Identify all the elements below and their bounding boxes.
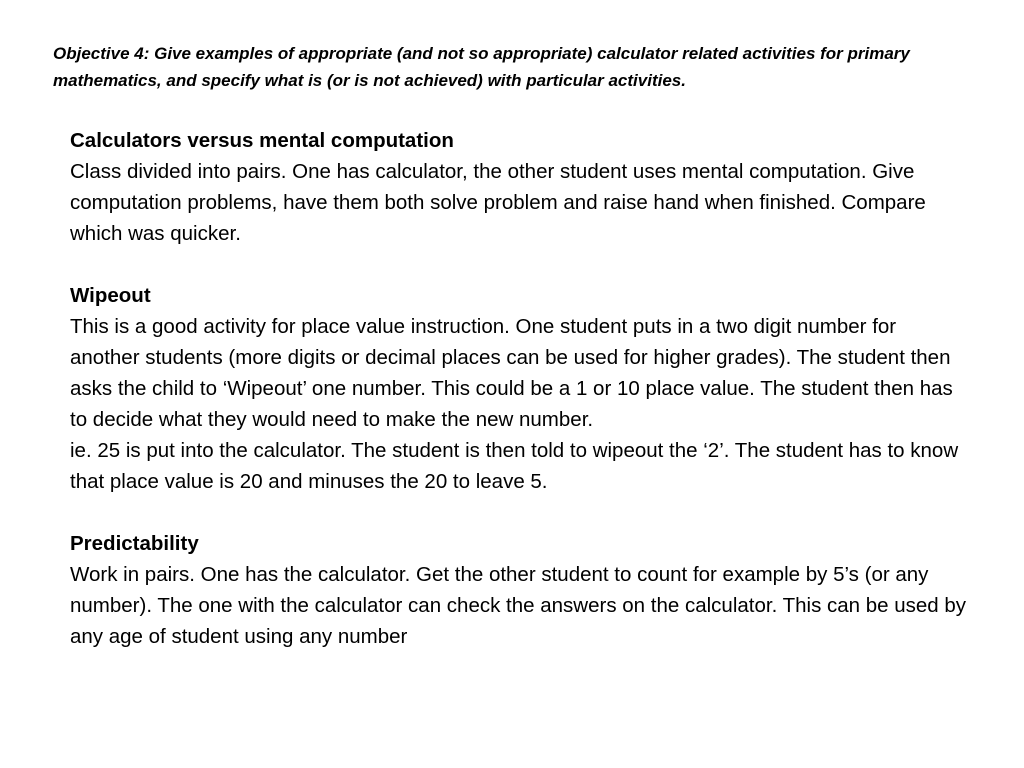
section-calculators-vs-mental xyxy=(70,125,970,249)
section-paragraph: ie. 25 is put into the calculator. The student is then told to wipeout the ‘2’. The student has to know that place value is 20 and minuses the 20 to leave 5. xyxy=(70,439,959,493)
section-paragraph: Class divided into pairs. One has calculator, the other student uses mental computation. Give computation problems, have them both solve problem and raise hand when finished. Compare which was quicker. xyxy=(70,160,926,245)
section-predictability xyxy=(70,528,970,652)
section-heading: Wipeout xyxy=(70,284,151,307)
section-wipeout xyxy=(70,280,970,497)
section-heading: Calculators versus mental computation xyxy=(70,129,454,152)
slide-content xyxy=(70,125,970,652)
section-paragraph: This is a good activity for place value instruction. One student puts in a two digit number for another students (more digits or decimal places can be used for higher grades). The student then asks the child to ‘Wipeout’ one number. This could be a 1 or 10 place value. The student then has to decide what they would need to make the new number. xyxy=(70,315,953,431)
section-paragraph: Work in pairs. One has the calculator. Get the other student to count for example by 5’s (or any number). The one with the calculator can check the answers on the calculator. This can be used by any age of student using any number xyxy=(70,563,967,648)
section-heading: Predictability xyxy=(70,532,199,555)
objective-text: Objective 4: Give examples of appropriate (and not so appropriate) calculator related activities for primary mathematics, and specify what is (or is not achieved) with particular activities. xyxy=(53,44,910,90)
